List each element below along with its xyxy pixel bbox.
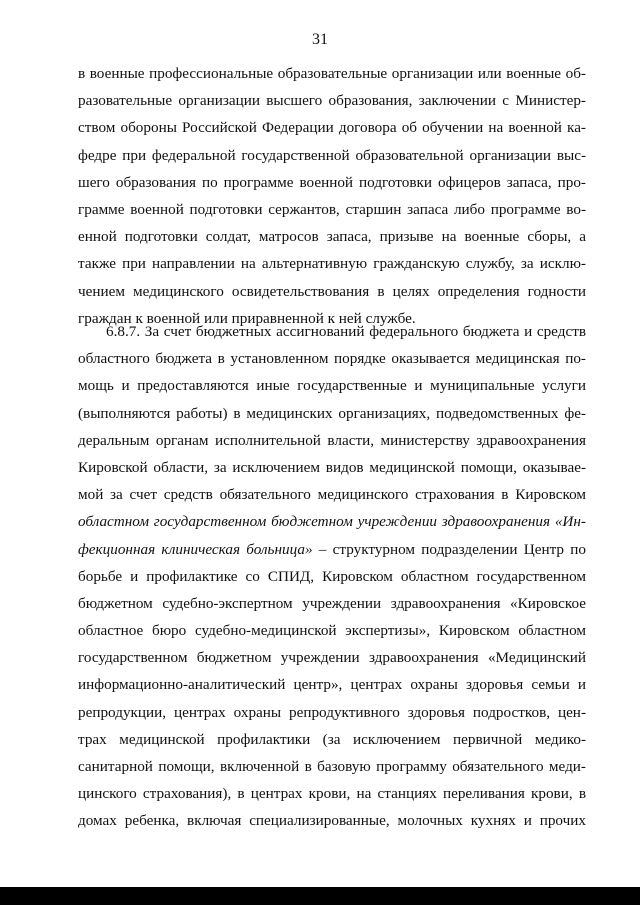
text-line-italic: областном государственном бюджетном учреждении здравоохранения «Ин- — [78, 513, 586, 531]
text-line: информационно-аналитический центр», центрах охраны здоровья семьи и — [78, 676, 586, 694]
text-line: граждан к военной или приравненной к ней службе. — [78, 309, 416, 327]
text-line: мой за счет средств обязательного медицинского страхования в Кировском — [78, 486, 586, 504]
text-line: репродукции, центрах охраны репродуктивного здоровья подростков, цен- — [78, 703, 586, 721]
text-line: грамме военной подготовки сержантов, старшин запаса либо программе во- — [78, 200, 586, 218]
scan-bottom-border — [0, 887, 640, 905]
text-line: шего образования по программе военной подготовки офицеров запаса, про- — [78, 173, 586, 191]
text-line: в военные профессиональные образовательные организации или военные об- — [78, 65, 586, 82]
text-line: ством обороны Российской Федерации договора об обучении на военной ка- — [78, 119, 586, 137]
text-line: трах медицинской профилактики (за исключением первичной медико- — [78, 730, 586, 748]
paragraph-continuation — [78, 60, 586, 332]
text-line: домах ребенка, включая специализированные, молочных кухнях и прочих — [78, 812, 586, 830]
text-line: цинского страхования), в центрах крови, на станциях переливания крови, в — [78, 785, 586, 803]
text-line: (выполняются работы) в медицинских организациях, подведомственных фе- — [78, 404, 586, 422]
text-line: также при направлении на альтернативную гражданскую службу, за исклю- — [78, 255, 586, 273]
text-fragment: – структурном подразделении Центр по — [312, 540, 586, 558]
text-line: деральным органам исполнительной власти, министерству здравоохранения — [78, 431, 586, 449]
text-line: санитарной помощи, включенной в базовую программу обязательного меди- — [78, 758, 586, 775]
text-line: енной подготовки солдат, матросов запаса, призыве на военные сборы, а — [78, 228, 586, 246]
text-line: областное бюро судебно-медицинской экспертизы», Кировском областном — [78, 622, 586, 640]
italic-fragment: фекционная клиническая больница» — [78, 540, 313, 558]
text-line: государственном бюджетном учреждении здравоохранения «Медицинский — [78, 649, 586, 667]
text-line: Кировской области, за исключением видов медицинской помощи, оказывае- — [78, 458, 586, 476]
text-line: борьбе и профилактике со СПИД, Кировском областном государственном — [78, 567, 586, 585]
text-line: бюджетном судебно-экспертном учреждении здравоохранения «Кировское — [78, 594, 586, 612]
text-line: чением медицинского освидетельствования в целях определения годности — [78, 282, 586, 300]
text-line — [78, 536, 586, 563]
paragraph-6-8-7 — [78, 318, 586, 835]
text-line: областного бюджета в установленном порядке оказывается медицинская по- — [78, 350, 586, 368]
text-line: федре при федеральной государственной образовательной организации выс- — [78, 146, 586, 164]
text-line: 6.8.7. За счет бюджетных ассигнований федерального бюджета и средств — [106, 323, 586, 340]
page-number: 31 — [312, 31, 328, 48]
text-line: разовательные организации высшего образования, заключении с Министер- — [78, 92, 586, 110]
text-line: мощь и предоставляются иные государственные и муниципальные услуги — [78, 377, 586, 395]
